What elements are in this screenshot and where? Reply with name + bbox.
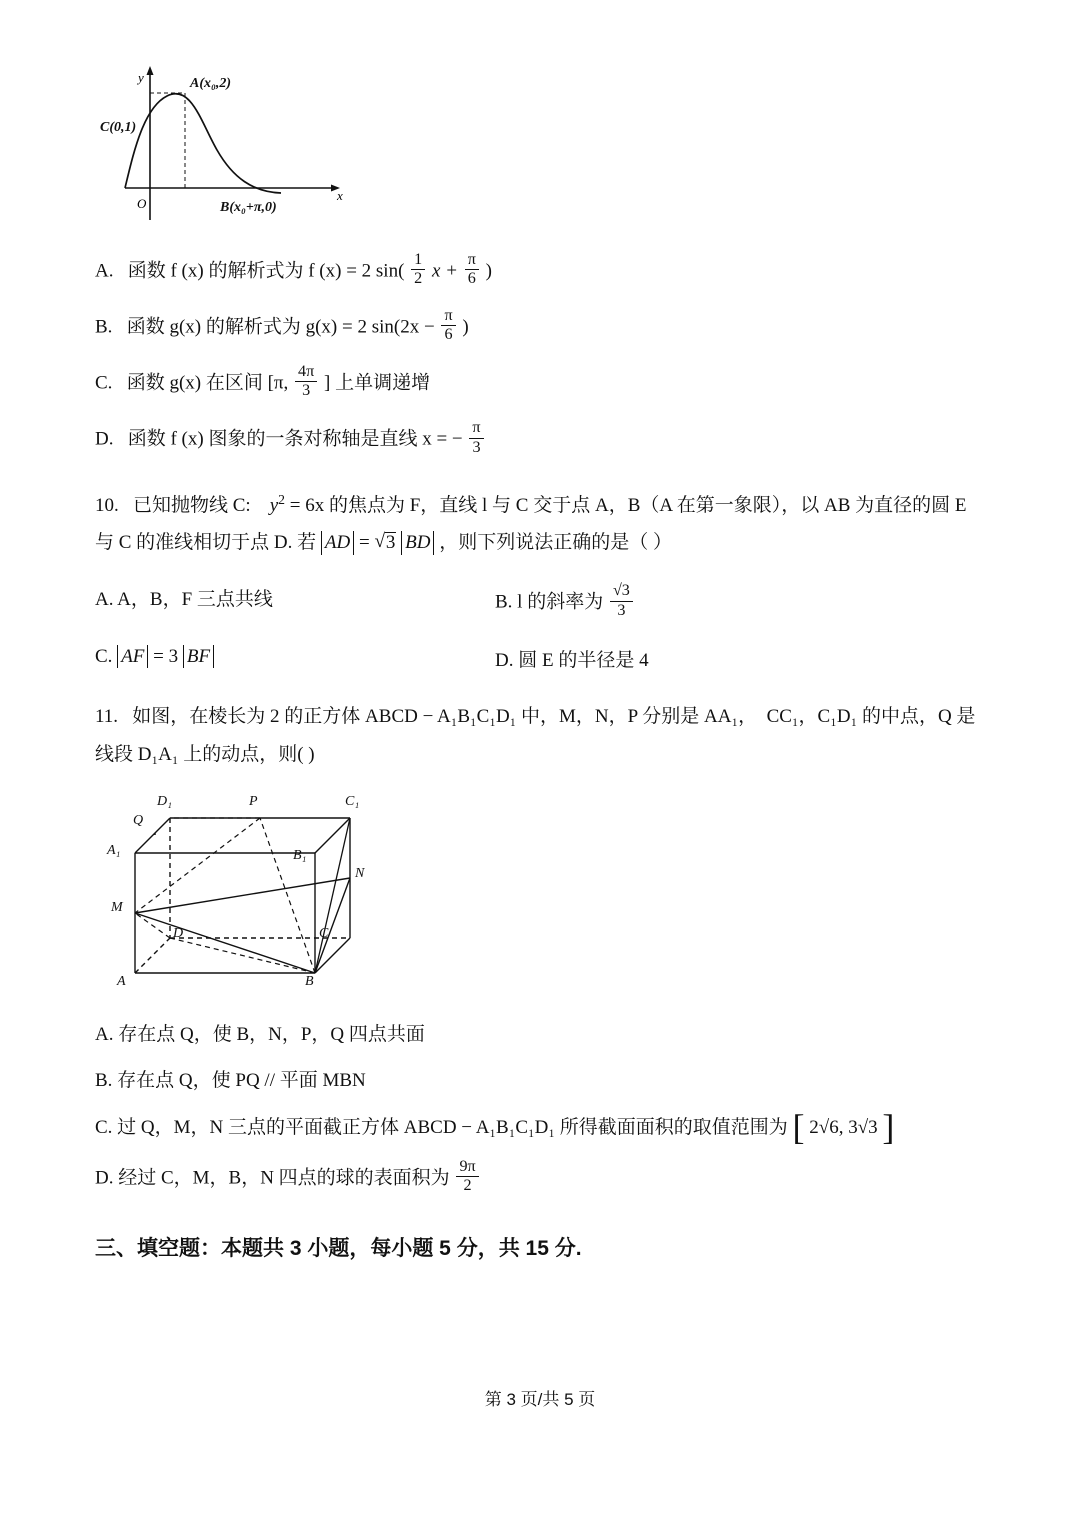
q10-stem-line2	[95, 524, 985, 562]
q10-abs-AD: AD	[321, 531, 354, 555]
figure1-label-A: A(x₀,2)	[190, 76, 232, 91]
bracket-open-icon: [	[792, 1106, 805, 1147]
cube-label-M: M	[111, 899, 123, 915]
q10-option-B-pre: B. l 的斜率为	[495, 591, 604, 613]
bracket-close-icon: ]	[882, 1106, 895, 1147]
cube-label-D1: D₁	[157, 793, 172, 809]
q11-option-D-pre: D. 经过 C，M，B，N 四点的球的表面积为	[95, 1167, 450, 1189]
q9-option-D-frac: $\frac{\pi}{3}$	[469, 419, 483, 457]
q9-option-B-key: B.	[95, 316, 113, 338]
cube-label-Q: Q	[133, 812, 144, 828]
cube-figure	[107, 788, 445, 1003]
q10-option-C	[95, 645, 495, 672]
q11-stem-line2: 线段 D₁A₁ 上的动点，则( )	[95, 743, 315, 765]
q9-option-B-post: )	[462, 316, 469, 338]
q10-eq: =	[358, 532, 370, 554]
figure1-label-C: C(0,1)	[100, 120, 137, 135]
q10-option-A: A. A，B，F 三点共线	[95, 589, 273, 611]
q9-option-D-key: D.	[95, 428, 114, 450]
q10-line1a: 已知抛物线 C:	[133, 494, 251, 516]
q11-option-D-frac: $\frac{9\pi}{2}$	[456, 1158, 478, 1196]
q10-option-B	[495, 584, 635, 622]
q9-option-B-pre: 函数 g(x) 的解析式为 g(x) = 2 sin(2x −	[126, 316, 435, 338]
q10-abs-BF: BF	[183, 645, 214, 669]
q10-exp: 2	[278, 491, 285, 507]
cube-label-B: B	[305, 973, 314, 989]
sine-curve-graph	[100, 60, 365, 235]
q9-option-A-key: A.	[95, 260, 114, 282]
q10-options-row2	[95, 645, 985, 672]
svg-text:y: y	[138, 70, 144, 85]
cube-label-A1: A₁	[107, 842, 121, 858]
q10-abs-AF: AF	[117, 645, 148, 669]
q10-options-row1	[95, 584, 985, 622]
q10-option-C-eq: = 3	[153, 645, 179, 667]
cube-label-D: D	[173, 925, 184, 941]
q9-option-B	[95, 306, 985, 347]
cube-label-C1: C₁	[345, 793, 360, 809]
q9-option-C-key: C.	[95, 372, 113, 394]
q10-line2b: ，则下列说法正确的是（ ）	[439, 532, 672, 554]
svg-text:O: O	[137, 196, 147, 211]
q10-option-C-pre: C.	[95, 645, 113, 667]
q9-option-C-post: ] 上单调递增	[324, 372, 431, 394]
q9-option-B-frac: $\frac{\pi}{6}$	[441, 307, 455, 345]
q9-option-A	[95, 250, 985, 291]
q11-option-B: B. 存在点 Q，使 PQ // 平面 MBN	[95, 1070, 366, 1092]
cube-label-P: P	[249, 793, 258, 809]
q9-option-A-frac1: $\frac{1}{2}$	[411, 251, 425, 289]
q10-option-B-frac: $\frac{√3}{3}$	[610, 582, 633, 620]
q10-y: y	[269, 494, 279, 516]
q10-line2a: 与 C 的准线相切于点 D. 若	[95, 532, 317, 554]
q9-option-C	[95, 362, 985, 403]
section-title-fill-in-blank: 三、填空题：本题共 3 小题，每小题 5 分，共 15 分.	[95, 1237, 582, 1261]
q9-option-A-mid: x +	[432, 260, 459, 282]
q9-option-C-pre: 函数 g(x) 在区间 [π,	[126, 372, 289, 394]
q11-option-C-pre: C. 过 Q，M，N 三点的平面截正方体 ABCD − A₁B₁C₁D₁ 所得截面面积的取值范围为	[95, 1116, 788, 1138]
cube-label-A: A	[117, 973, 126, 989]
q9-option-D-pre: 函数 f (x) 图象的一条对称轴是直线 x = −	[127, 428, 463, 450]
q9-option-A-post: )	[485, 260, 492, 282]
q11-option-A: A. 存在点 Q，使 B，N，P，Q 四点共面	[95, 1023, 425, 1045]
cube-label-C: C	[319, 925, 329, 941]
cube-label-B1: B₁	[293, 847, 307, 863]
q9-option-C-frac: $\frac{4\pi}{3}$	[295, 363, 317, 401]
q11-stem-line1	[95, 698, 985, 736]
q9-option-D	[95, 421, 985, 459]
q9-option-A-frac2: $\frac{\pi}{6}$	[465, 251, 479, 289]
page-footer: 第 3 页/共 5 页	[484, 1390, 596, 1409]
q11-interval-b: 3√3	[848, 1116, 878, 1138]
page-content	[95, 60, 985, 1262]
cube-label-N: N	[355, 865, 365, 881]
q11-option-D	[95, 1157, 985, 1198]
q11-number: 11.	[95, 705, 119, 727]
q9-option-A-pre: 函数 f (x) 的解析式为 f (x) = 2 sin(	[127, 260, 405, 282]
q10-number: 10.	[95, 494, 119, 516]
figure1-label-B: B(x₀+π,0)	[220, 200, 277, 215]
svg-text:x: x	[337, 188, 343, 203]
q10-line1c: = 6x 的焦点为 F，直线 l 与 C 交于点 A，B（A 在第一象限），以 AB 为直径的圆 E	[289, 494, 967, 516]
q11-line1: 如图，在棱长为 2 的正方体 ABCD − A₁B₁C₁D₁ 中，M，N，P 分别是 AA₁， CC₁，C₁D₁ 的中点，Q 是	[132, 705, 976, 727]
q10-abs-BD: BD	[401, 531, 434, 555]
q10-sqrt: √ 3	[374, 524, 396, 562]
q10-option-D: D. 圆 E 的半径是 4	[495, 649, 649, 671]
q11-option-C: C. 过 Q，M，N 三点的平面截正方体 ABCD − A₁B₁C₁D₁ 所得截面面积的取值范围为 [ 2√6, 3√3 ]	[95, 1106, 895, 1147]
q11-interval-a: 2√6	[809, 1116, 839, 1138]
q10-stem-line1	[95, 486, 985, 525]
